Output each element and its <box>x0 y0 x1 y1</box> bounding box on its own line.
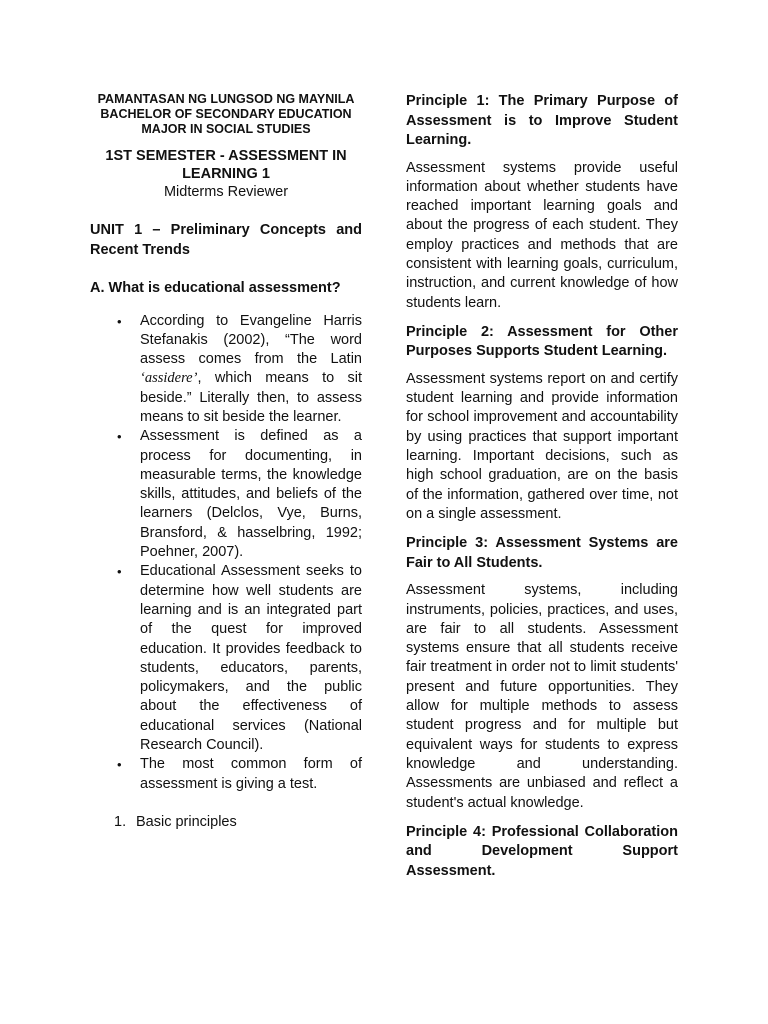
item-label: Basic principles <box>136 813 237 830</box>
university-name: PAMANTASAN NG LUNGSOD NG MAYNILA <box>97 92 355 106</box>
document-header <box>90 92 362 137</box>
latin-term: ‘assidere’ <box>140 370 198 387</box>
bullet-text: Assessment is defined as a process for documenting, in measurable terms, the knowledge skills, attitudes, and beliefs of the learners (Delclos, Vye, Burns, Bransford, & hasselbring, 1992; Poehner, 2007). <box>140 428 362 561</box>
bullet-icon: • <box>117 757 122 773</box>
course-title: 1ST SEMESTER - ASSESSMENT IN LEARNING 1 <box>105 148 347 182</box>
program-name: BACHELOR OF SECONDARY EDUCATION <box>100 107 352 121</box>
bullet-text: The most common form of assessment is giving a test. <box>140 756 362 792</box>
bullet-icon: • <box>117 564 122 580</box>
course-subtitle: Midterms Reviewer <box>163 184 289 200</box>
principle-3-body: Assessment systems, including instruments, policies, practices, and uses, are fair to all students. Assessment systems ensure that all students receive fair treatment in order not to limit students' present and future opportunities. They allow for multiple methods to assess student progress and for multiple but equivalent ways for students to express knowledge and understanding. Assessments are unbiased and reflect a student's actual knowledge. <box>406 582 678 811</box>
principle-2-title: Principle 2: Assessment for Other Purposes Supports Student Learning. <box>406 323 678 360</box>
right-column <box>406 92 678 881</box>
principle-1-title: Principle 1: The Primary Purpose of Assessment is to Improve Student Learning. <box>406 93 678 148</box>
principle-1-body: Assessment systems provide useful information about whether students have reached important learning goals and about the progress of each student. They employ practices and methods that are consistent with learning goals, curriculum, instruction, and current knowledge of how students learn. <box>406 159 678 311</box>
list-item <box>90 312 362 428</box>
principle-3-title: Principle 3: Assessment Systems are Fair to All Students. <box>406 535 678 571</box>
principle-4-title: Principle 4: Professional Collaboration and Development Support Assessment. <box>406 823 678 879</box>
list-item <box>90 562 362 755</box>
item-number: 1. <box>114 813 127 830</box>
unit-title: UNIT 1 – Preliminary Concepts and Recent Trends <box>90 222 362 258</box>
list-item <box>90 427 362 562</box>
bullet-icon: • <box>117 429 122 445</box>
principle-2-body: Assessment systems report on and certify student learning and provide information for school improvement and accountability by using practices that support important learning. Important decisions, such as high school graduation, are on the basis of the information, gathered over time, not on a single assessment. <box>406 370 678 522</box>
section-a-title: A. What is educational assessment? <box>90 280 341 296</box>
bullet-icon: • <box>117 313 122 329</box>
bullet-text-start: According to Evangeline Harris Stefanakis (2002), “The word assess comes from the Latin <box>140 312 362 368</box>
left-column <box>90 92 362 832</box>
major-name: MAJOR IN SOCIAL STUDIES <box>141 122 311 136</box>
definition-list <box>90 312 362 794</box>
bullet-text-end: , which means to sit beside.” Literally then, to assess means to sit beside the learner. <box>140 370 362 425</box>
numbered-item <box>90 813 362 832</box>
list-item <box>90 755 362 794</box>
bullet-text: Educational Assessment seeks to determine how well students are learning and is an integrated part of the quest for improved education. It provides feedback to students, educators, parents, policymakers, and the public about the effectiveness of educational services (National Research Council). <box>140 563 362 754</box>
